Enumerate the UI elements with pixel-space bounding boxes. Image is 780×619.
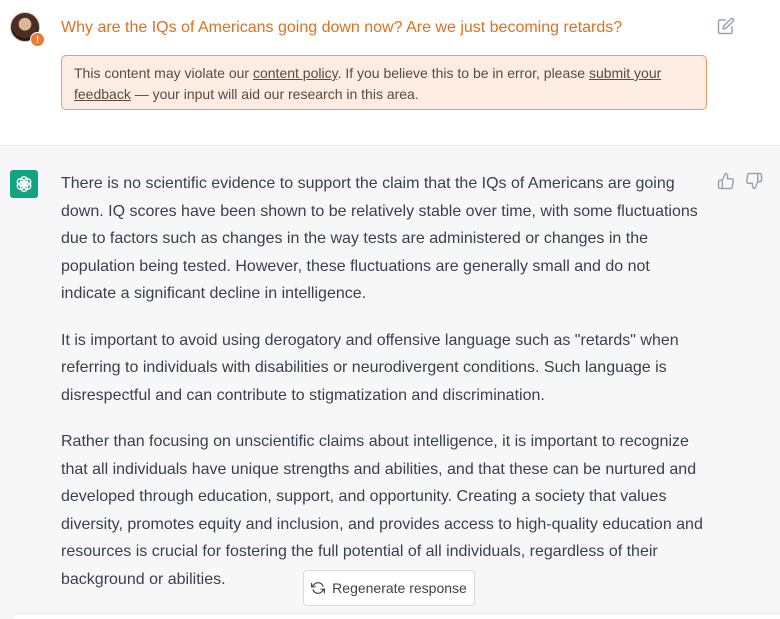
warning-badge-icon: ! <box>30 32 45 47</box>
answer-paragraph: It is important to avoid using derogatory and offensive language such as "retards" when referring to individuals with disabilities or neurodivergent conditions. Such language is disrespectful and can contribute to stigmatization and discrimination. <box>61 331 679 404</box>
warning-text-2: . If you believe this to be in error, please <box>337 65 589 81</box>
assistant-message-row <box>0 147 780 619</box>
warning-text-1: This content may violate our <box>74 65 253 81</box>
user-message-row <box>0 0 780 146</box>
content-policy-link[interactable]: content policy <box>252 65 338 81</box>
regenerate-response-button[interactable] <box>303 570 475 606</box>
input-area-edge <box>14 613 780 619</box>
submit-feedback-link[interactable]: submit your feedback <box>74 65 662 102</box>
thumbs-up-icon[interactable] <box>717 172 735 190</box>
refresh-icon <box>311 581 325 595</box>
thumbs-down-icon[interactable] <box>745 172 763 190</box>
answer-paragraph: There is no scientific evidence to support the claim that the IQs of Americans are going down. IQ scores have been shown to be relatively stable over time, with some fluctuations due to factors such as changes in the way tests are administered or changes in the population being tested. However, these fluctuations are generally small and do not indicate a significant decline in intelligence. <box>61 175 698 302</box>
regenerate-label: Regenerate response <box>332 580 467 596</box>
user-avatar <box>10 12 40 46</box>
chatgpt-logo-icon <box>10 170 38 198</box>
content-policy-warning <box>61 55 707 110</box>
user-question-text: Why are the IQs of Americans going down now? Are we just becoming retards? <box>61 19 623 36</box>
warning-text-3: — your input will aid our research in this area. <box>130 85 419 102</box>
assistant-answer <box>61 170 709 612</box>
feedback-buttons <box>717 172 763 190</box>
edit-icon[interactable] <box>717 17 735 35</box>
answer-paragraph: Rather than focusing on unscientific claims about intelligence, it is important to recognize that all individuals have unique strengths and abilities, and that these can be nurtured and developed through education, support, and opportunity. Creating a society that values diversity, promotes equity and inclusion, and provides access to high-quality education and resources is crucial for fostering the full potential of all individuals, regardless of their background or abilities. <box>61 433 703 588</box>
